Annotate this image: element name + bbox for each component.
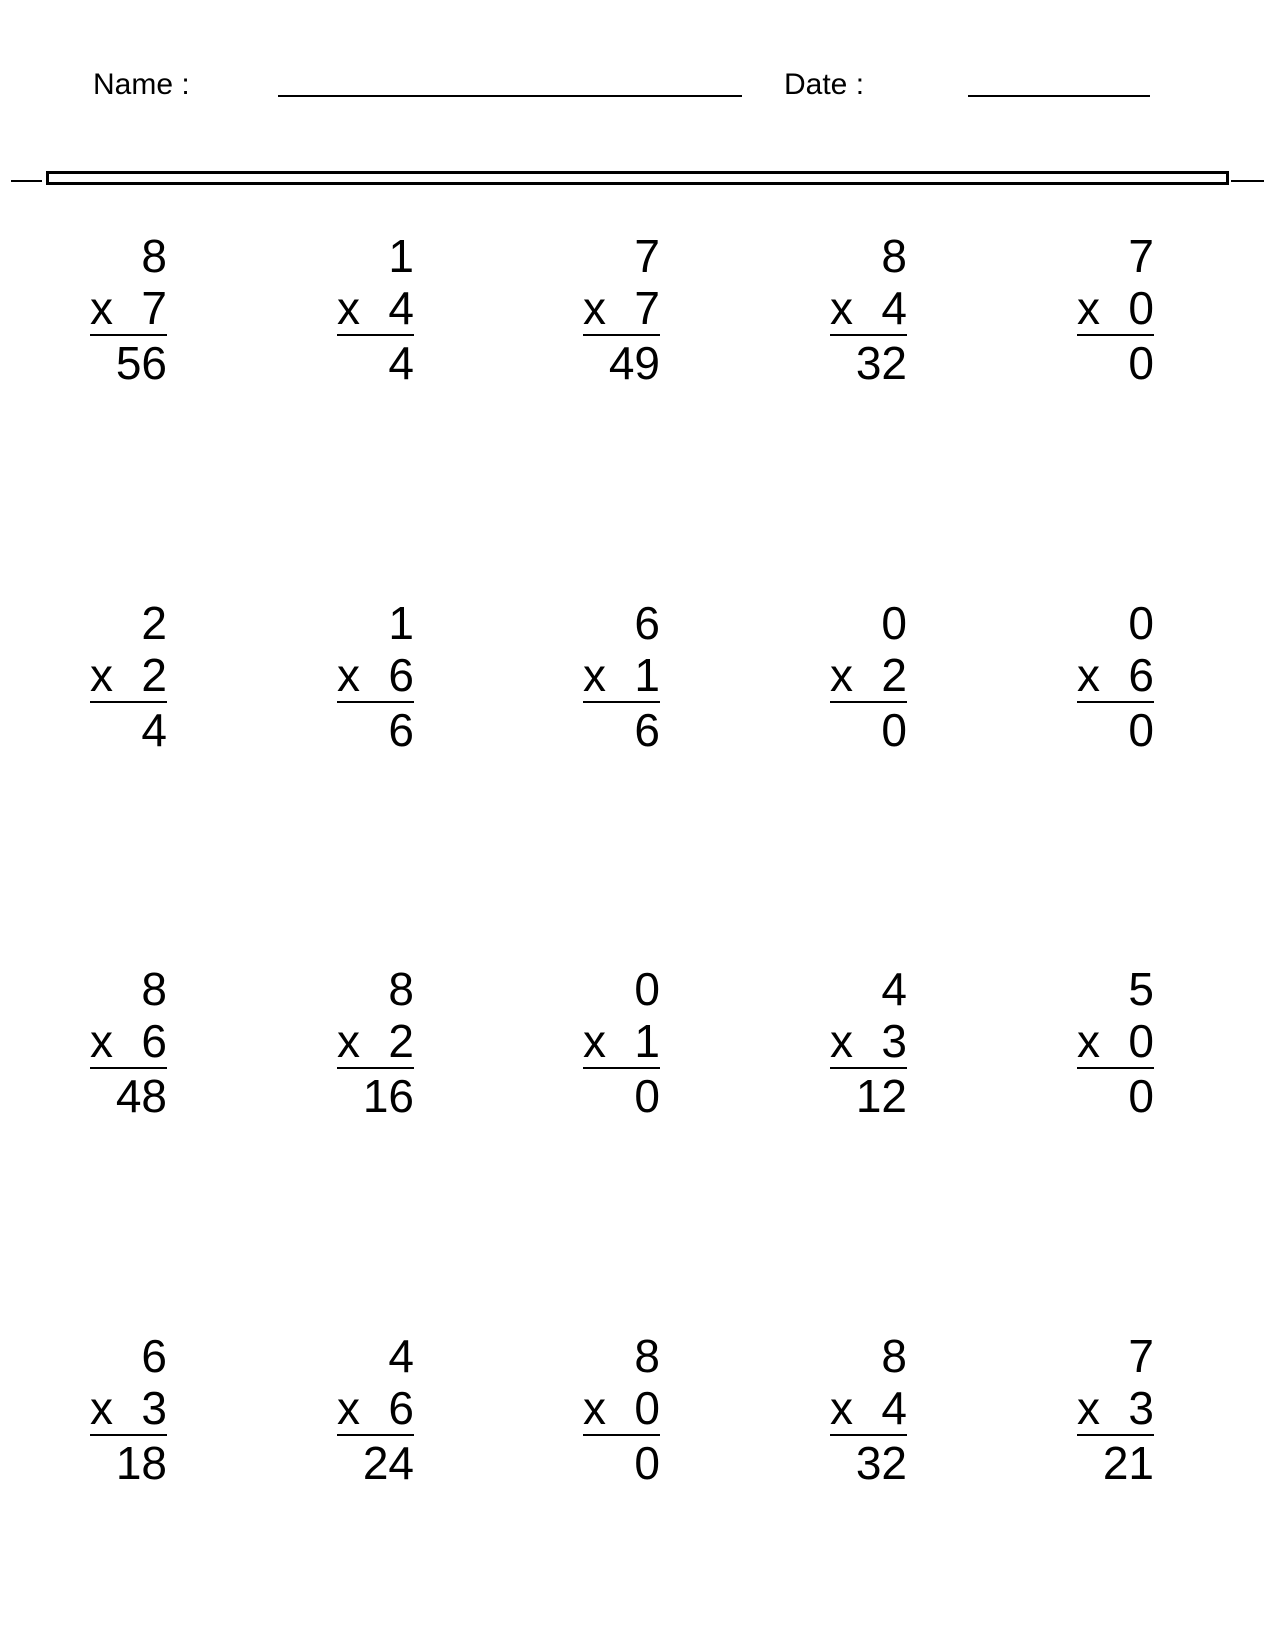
multiplier-row bbox=[1077, 1382, 1154, 1434]
multiplicand: 8 bbox=[141, 230, 167, 282]
multiplier-row bbox=[90, 649, 167, 701]
multiply-sign: x bbox=[583, 1015, 606, 1067]
multiplier: 4 bbox=[881, 282, 907, 334]
multiplicand-row bbox=[583, 597, 660, 649]
problem bbox=[337, 597, 414, 755]
multiplicand-row bbox=[1077, 230, 1154, 282]
multiplier-row bbox=[830, 1382, 907, 1434]
multiply-sign: x bbox=[337, 282, 360, 334]
multiplier: 2 bbox=[141, 649, 167, 701]
date-label: Date : bbox=[784, 68, 865, 101]
problem bbox=[583, 1330, 660, 1488]
multiply-sign: x bbox=[90, 1382, 113, 1434]
multiplicand: 8 bbox=[388, 963, 414, 1015]
multiplier: 1 bbox=[634, 649, 660, 701]
multiply-sign: x bbox=[583, 649, 606, 701]
multiply-sign: x bbox=[1077, 649, 1100, 701]
multiplicand-row bbox=[90, 1330, 167, 1382]
answer: 4 bbox=[141, 704, 167, 756]
multiply-sign: x bbox=[583, 282, 606, 334]
answer: 24 bbox=[362, 1437, 414, 1489]
multiplier: 6 bbox=[388, 1382, 414, 1434]
multiplicand-row bbox=[90, 230, 167, 282]
multiplicand-row bbox=[1077, 597, 1154, 649]
answer: 49 bbox=[608, 337, 660, 389]
answer: 16 bbox=[362, 1070, 414, 1122]
multiplicand-row bbox=[583, 963, 660, 1015]
answer: 0 bbox=[634, 1070, 660, 1122]
multiplicand-row bbox=[90, 597, 167, 649]
multiplier-row bbox=[90, 1382, 167, 1434]
problem bbox=[1077, 597, 1154, 755]
multiplicand: 4 bbox=[881, 963, 907, 1015]
multiplier: 3 bbox=[1128, 1382, 1154, 1434]
answer: 12 bbox=[855, 1070, 907, 1122]
multiply-sign: x bbox=[1077, 282, 1100, 334]
multiplier: 2 bbox=[388, 1015, 414, 1067]
multiply-sign: x bbox=[830, 1015, 853, 1067]
multiplicand: 1 bbox=[388, 230, 414, 282]
multiplier-row bbox=[337, 282, 414, 334]
problem bbox=[90, 597, 167, 755]
multiplicand: 2 bbox=[141, 597, 167, 649]
multiplier: 6 bbox=[141, 1015, 167, 1067]
multiplier-row bbox=[337, 1382, 414, 1434]
multiplier-row bbox=[337, 649, 414, 701]
multiplicand: 6 bbox=[634, 597, 660, 649]
multiplier: 6 bbox=[1128, 649, 1154, 701]
multiply-sign: x bbox=[337, 649, 360, 701]
multiplier: 3 bbox=[881, 1015, 907, 1067]
problem bbox=[1077, 230, 1154, 388]
multiplicand: 7 bbox=[634, 230, 660, 282]
date-blank-line[interactable] bbox=[968, 95, 1150, 97]
multiplier-row bbox=[1077, 649, 1154, 701]
problem bbox=[90, 230, 167, 388]
multiplicand-row bbox=[337, 1330, 414, 1382]
multiplier: 4 bbox=[388, 282, 414, 334]
multiplier: 4 bbox=[881, 1382, 907, 1434]
multiplier-row bbox=[1077, 1015, 1154, 1067]
multiply-sign: x bbox=[90, 282, 113, 334]
answer: 0 bbox=[634, 1437, 660, 1489]
multiplier: 7 bbox=[634, 282, 660, 334]
multiply-sign: x bbox=[337, 1382, 360, 1434]
multiplicand-row bbox=[583, 230, 660, 282]
multiply-sign: x bbox=[1077, 1382, 1100, 1434]
multiplicand: 8 bbox=[141, 963, 167, 1015]
multiply-sign: x bbox=[830, 1382, 853, 1434]
multiplicand-row bbox=[830, 597, 907, 649]
problem bbox=[830, 1330, 907, 1488]
multiplier: 2 bbox=[881, 649, 907, 701]
multiplier-row bbox=[583, 282, 660, 334]
multiplicand: 8 bbox=[881, 230, 907, 282]
multiplicand: 0 bbox=[1128, 597, 1154, 649]
rule-left-stub bbox=[11, 180, 42, 182]
multiplier-row bbox=[830, 649, 907, 701]
answer: 0 bbox=[1128, 337, 1154, 389]
answer: 32 bbox=[855, 337, 907, 389]
multiplicand-row bbox=[90, 963, 167, 1015]
multiplier: 3 bbox=[141, 1382, 167, 1434]
rule-right-stub bbox=[1231, 180, 1264, 182]
multiply-sign: x bbox=[830, 649, 853, 701]
problem bbox=[830, 597, 907, 755]
problem bbox=[830, 230, 907, 388]
answer: 0 bbox=[881, 704, 907, 756]
problem bbox=[90, 963, 167, 1121]
multiplier-row bbox=[583, 1382, 660, 1434]
multiplier-row bbox=[583, 649, 660, 701]
multiplier-row bbox=[830, 1015, 907, 1067]
multiplier-row bbox=[583, 1015, 660, 1067]
multiplier-row bbox=[90, 282, 167, 334]
answer: 6 bbox=[388, 704, 414, 756]
problem bbox=[830, 963, 907, 1121]
name-blank-line[interactable] bbox=[278, 95, 742, 97]
multiply-sign: x bbox=[583, 1382, 606, 1434]
problem bbox=[1077, 1330, 1154, 1488]
problem bbox=[583, 230, 660, 388]
multiplicand-row bbox=[1077, 1330, 1154, 1382]
multiplicand-row bbox=[830, 963, 907, 1015]
answer: 6 bbox=[634, 704, 660, 756]
answer: 4 bbox=[388, 337, 414, 389]
multiplicand: 5 bbox=[1128, 963, 1154, 1015]
multiplicand: 7 bbox=[1128, 1330, 1154, 1382]
answer: 18 bbox=[115, 1437, 167, 1489]
multiplicand: 8 bbox=[881, 1330, 907, 1382]
problem bbox=[337, 230, 414, 388]
multiplier: 0 bbox=[1128, 1015, 1154, 1067]
answer: 21 bbox=[1102, 1437, 1154, 1489]
answer: 32 bbox=[855, 1437, 907, 1489]
multiplicand-row bbox=[583, 1330, 660, 1382]
problem bbox=[583, 963, 660, 1121]
multiplicand-row bbox=[830, 230, 907, 282]
multiplier: 0 bbox=[1128, 282, 1154, 334]
problem bbox=[90, 1330, 167, 1488]
multiplicand: 1 bbox=[388, 597, 414, 649]
answer: 56 bbox=[115, 337, 167, 389]
answer: 0 bbox=[1128, 1070, 1154, 1122]
multiply-sign: x bbox=[1077, 1015, 1100, 1067]
multiplicand-row bbox=[830, 1330, 907, 1382]
multiplicand: 0 bbox=[881, 597, 907, 649]
multiply-sign: x bbox=[337, 1015, 360, 1067]
multiplicand-row bbox=[1077, 963, 1154, 1015]
multiplier: 0 bbox=[634, 1382, 660, 1434]
multiplier: 7 bbox=[141, 282, 167, 334]
multiplier-row bbox=[337, 1015, 414, 1067]
problem bbox=[337, 1330, 414, 1488]
multiplicand: 6 bbox=[141, 1330, 167, 1382]
multiplicand-row bbox=[337, 230, 414, 282]
multiplicand: 0 bbox=[634, 963, 660, 1015]
answer: 0 bbox=[1128, 704, 1154, 756]
multiplicand: 4 bbox=[388, 1330, 414, 1382]
problem bbox=[583, 597, 660, 755]
multiply-sign: x bbox=[830, 282, 853, 334]
problem bbox=[337, 963, 414, 1121]
multiplier-row bbox=[90, 1015, 167, 1067]
multiplier: 1 bbox=[634, 1015, 660, 1067]
problem bbox=[1077, 963, 1154, 1121]
multiplier-row bbox=[1077, 282, 1154, 334]
multiply-sign: x bbox=[90, 1015, 113, 1067]
multiplicand-row bbox=[337, 597, 414, 649]
multiplier: 6 bbox=[388, 649, 414, 701]
multiply-sign: x bbox=[90, 649, 113, 701]
header-double-rule bbox=[46, 171, 1229, 185]
answer: 48 bbox=[115, 1070, 167, 1122]
multiplicand: 7 bbox=[1128, 230, 1154, 282]
multiplicand: 8 bbox=[634, 1330, 660, 1382]
multiplier-row bbox=[830, 282, 907, 334]
multiplicand-row bbox=[337, 963, 414, 1015]
name-label: Name : bbox=[93, 68, 190, 101]
